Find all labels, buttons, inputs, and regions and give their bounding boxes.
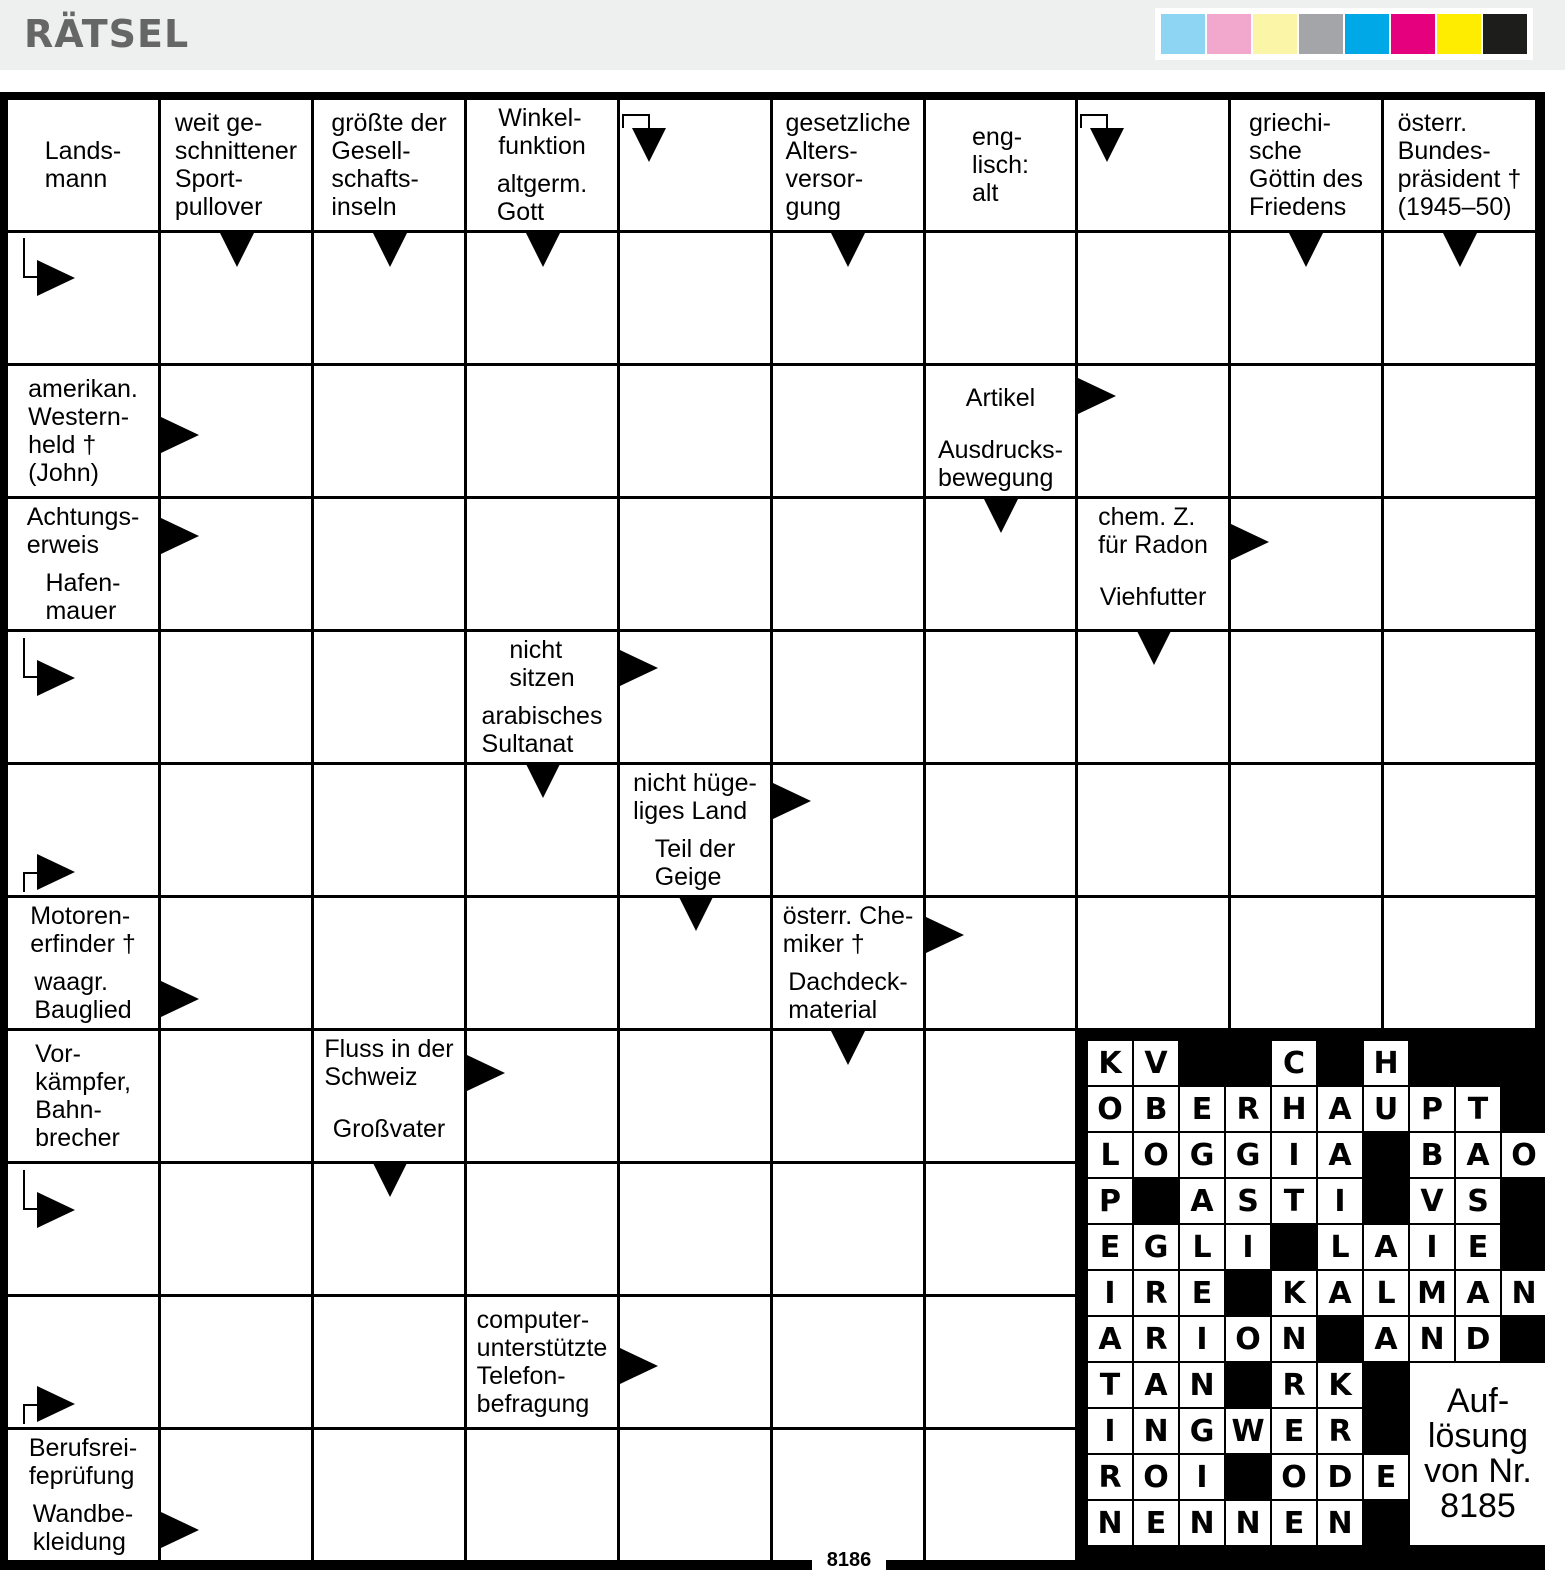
arrow-right-icon (37, 660, 75, 696)
solution-letter: S (1456, 1179, 1500, 1223)
clue-label: Hafen- mauer (45, 569, 121, 625)
answer-cell[interactable] (467, 499, 617, 629)
solution-letter: I (1272, 1133, 1316, 1177)
solution-letter: E (1364, 1455, 1408, 1499)
arrow-right-icon (161, 1512, 199, 1548)
answer-cell[interactable] (1078, 100, 1228, 230)
header-bar (0, 0, 1565, 70)
clue-label: Dachdeck- material (788, 968, 908, 1024)
solution-letter: G (1180, 1133, 1224, 1177)
solution-letter: K (1318, 1363, 1362, 1407)
clue-text (620, 831, 770, 895)
clue-label: Lands- mann (44, 137, 122, 193)
solution-letter: K (1272, 1271, 1316, 1315)
clue-label: Wandbe- kleidung (32, 1500, 134, 1556)
solution-letter: R (1226, 1087, 1270, 1131)
clue-text (467, 632, 617, 695)
solution-letter: N (1502, 1271, 1546, 1315)
answer-cell[interactable] (773, 499, 923, 629)
clue-text (773, 964, 923, 1028)
solution-letter: N (1134, 1409, 1178, 1453)
answer-cell[interactable] (1078, 765, 1228, 895)
arrow-down-icon (831, 1031, 865, 1065)
answer-cell[interactable] (620, 100, 770, 230)
answer-cell[interactable] (8, 1297, 158, 1427)
solution-letter: B (1134, 1087, 1178, 1131)
solution-letter: A (1318, 1133, 1362, 1177)
arrow-right-icon (926, 917, 964, 953)
answer-cell[interactable] (620, 233, 770, 363)
solution-letter: A (1134, 1363, 1178, 1407)
solution-letter: N (1180, 1501, 1224, 1545)
solution-letter: E (1180, 1271, 1224, 1315)
answer-cell[interactable] (773, 1164, 923, 1294)
arrow-down-icon (526, 764, 560, 798)
clue-text (8, 366, 158, 496)
swatch-8 (1483, 14, 1527, 54)
solution-letter: O (1502, 1133, 1546, 1177)
answer-cell[interactable] (620, 1164, 770, 1294)
page-title: RÄTSEL (24, 12, 190, 56)
answer-cell[interactable] (620, 366, 770, 496)
solution-letter: O (1088, 1087, 1132, 1131)
clue-text (8, 499, 158, 562)
arrow-down-icon (1137, 631, 1171, 665)
answer-cell[interactable] (314, 499, 464, 629)
solution-note-text: Auf- lösung von Nr. 8185 (1424, 1382, 1532, 1525)
clue-label: eng- lisch: alt (972, 123, 1029, 207)
solution-letter: L (1318, 1225, 1362, 1269)
clue-text (314, 1097, 464, 1161)
solution-letter: I (1088, 1409, 1132, 1453)
answer-cell[interactable] (8, 1164, 158, 1294)
solution-letter: E (1272, 1409, 1316, 1453)
solution-letter: V (1134, 1041, 1178, 1085)
answer-cell[interactable] (467, 1430, 617, 1560)
solution-letter: I (1180, 1455, 1224, 1499)
clue-label: Berufsrei- feprüfung (28, 1433, 138, 1490)
clue-label: Ausdrucks- bewegung (937, 436, 1064, 492)
answer-cell[interactable] (314, 1297, 464, 1427)
answer-cell[interactable] (467, 898, 617, 1028)
clue-text (314, 1031, 464, 1094)
solution-letter: O (1226, 1317, 1270, 1361)
clue-text (8, 565, 158, 629)
color-calibration-strip (1155, 8, 1533, 60)
solution-letter: E (1272, 1501, 1316, 1545)
solution-letter: N (1088, 1501, 1132, 1545)
swatch-4 (1299, 14, 1343, 54)
clue-text (161, 100, 311, 230)
clue-label: Motoren- erfinder † (30, 901, 136, 958)
solution-letter: G (1226, 1133, 1270, 1177)
answer-cell[interactable] (467, 1164, 617, 1294)
solution-letter: P (1410, 1087, 1454, 1131)
answer-cell[interactable] (926, 233, 1075, 363)
arrow-right-icon (37, 1386, 75, 1422)
arrow-down-icon (220, 233, 254, 267)
clue-label: arabisches Sultanat (481, 702, 603, 758)
solution-letter: A (1456, 1133, 1500, 1177)
clue-label: Artikel (965, 383, 1036, 412)
arrow-down-icon (1289, 233, 1323, 267)
answer-cell[interactable] (926, 1164, 1075, 1294)
solution-letter: R (1272, 1363, 1316, 1407)
solution-letter: R (1088, 1455, 1132, 1499)
arrow-down-icon (373, 233, 407, 267)
solution-letter: N (1180, 1363, 1224, 1407)
answer-cell[interactable] (1231, 898, 1381, 1028)
clue-label: größte der Gesell- schafts- inseln (331, 109, 447, 221)
solution-letter: S (1226, 1179, 1270, 1223)
answer-cell[interactable] (161, 632, 311, 762)
arrow-right-icon (620, 1348, 658, 1384)
solution-letter: R (1318, 1409, 1362, 1453)
answer-cell[interactable] (314, 1430, 464, 1560)
answer-cell[interactable] (1231, 632, 1381, 762)
arrow-right-icon (161, 518, 199, 554)
arrow-down-icon (831, 233, 865, 267)
arrow-right-icon (1231, 524, 1269, 560)
clue-label: weit ge- schnittener Sport- pullover (174, 109, 298, 221)
clue-text (8, 1496, 158, 1560)
clue-text (1384, 100, 1535, 230)
arrow-down-icon (1443, 233, 1477, 267)
answer-cell[interactable] (1384, 898, 1535, 1028)
swatch-2 (1207, 14, 1251, 54)
solution-letter: K (1088, 1041, 1132, 1085)
clue-label: Achtungs- erweis (26, 502, 140, 559)
solution-letter: L (1180, 1225, 1224, 1269)
solution-letter: A (1456, 1271, 1500, 1315)
answer-cell[interactable] (1384, 632, 1535, 762)
crossword-frame (0, 92, 1545, 1570)
solution-letter: L (1088, 1133, 1132, 1177)
solution-letter: T (1456, 1087, 1500, 1131)
clue-text (314, 100, 464, 230)
answer-cell[interactable] (1231, 366, 1381, 496)
solution-letter: O (1134, 1455, 1178, 1499)
arrow-down-icon (373, 1163, 407, 1197)
arrow-down-icon (984, 499, 1018, 533)
clue-label: Winkel- funktion (498, 103, 586, 160)
clue-label: amerikan. Western- held † (John) (28, 375, 138, 487)
swatch-6 (1391, 14, 1435, 54)
answer-cell[interactable] (8, 765, 158, 895)
solution-letter: L (1364, 1271, 1408, 1315)
solution-letter: I (1410, 1225, 1454, 1269)
clue-label: nicht sitzen (509, 635, 575, 692)
solution-letter: N (1272, 1317, 1316, 1361)
solution-letter: N (1318, 1501, 1362, 1545)
answer-cell[interactable] (926, 1031, 1075, 1161)
swatch-7 (1437, 14, 1481, 54)
solution-letter: E (1456, 1225, 1500, 1269)
solution-letter: E (1088, 1225, 1132, 1269)
solution-letter: W (1226, 1409, 1270, 1453)
answer-cell[interactable] (314, 765, 464, 895)
answer-cell[interactable] (1078, 898, 1228, 1028)
arrow-down-icon (679, 897, 713, 931)
clue-text (8, 898, 158, 961)
clue-text (467, 166, 617, 230)
solution-letter: I (1226, 1225, 1270, 1269)
solution-letter: T (1088, 1363, 1132, 1407)
arrow-right-icon (161, 981, 199, 1017)
clue-text (8, 100, 158, 230)
clue-text (8, 964, 158, 1028)
answer-cell[interactable] (773, 1430, 923, 1560)
clue-label: griechi- sche Göttin des Friedens (1249, 109, 1363, 221)
answer-cell[interactable] (161, 1031, 311, 1161)
solution-letter: E (1180, 1087, 1224, 1131)
arrow-right-icon (161, 417, 199, 453)
clue-text (1078, 499, 1228, 562)
answer-cell[interactable] (161, 1297, 311, 1427)
answer-cell[interactable] (161, 765, 311, 895)
answer-cell[interactable] (926, 1297, 1075, 1427)
answer-cell[interactable] (773, 632, 923, 762)
answer-cell[interactable] (314, 366, 464, 496)
solution-letter: I (1318, 1179, 1362, 1223)
clue-label: Teil der Geige (654, 835, 736, 891)
solution-letter: D (1456, 1317, 1500, 1361)
clue-label: computer- unterstützte Telefon- befragung (476, 1306, 608, 1418)
solution-letter: V (1410, 1179, 1454, 1223)
answer-cell[interactable] (8, 632, 158, 762)
clue-text (467, 698, 617, 762)
arrow-right-icon (37, 260, 75, 296)
clue-text (1078, 565, 1228, 629)
arrow-right-icon (37, 1192, 75, 1228)
answer-cell[interactable] (1231, 765, 1381, 895)
clue-label: Großvater (332, 1115, 446, 1143)
answer-cell[interactable] (1078, 233, 1228, 363)
arrow-right-icon (773, 783, 811, 819)
solution-letter: G (1180, 1409, 1224, 1453)
solution-letter: A (1180, 1179, 1224, 1223)
solution-letter: C (1272, 1041, 1316, 1085)
clue-text (620, 765, 770, 828)
solution-letter: P (1088, 1179, 1132, 1223)
solution-letter: A (1318, 1271, 1362, 1315)
arrow-right-icon (1078, 378, 1116, 414)
puzzle-number: 8186 (812, 1548, 886, 1572)
answer-cell[interactable] (926, 765, 1075, 895)
solution-letter: G (1134, 1225, 1178, 1269)
answer-cell[interactable] (1384, 499, 1535, 629)
clue-text (467, 100, 617, 163)
solution-letter: A (1364, 1317, 1408, 1361)
solution-letter: E (1134, 1501, 1178, 1545)
solution-letter: O (1134, 1133, 1178, 1177)
clue-label: chem. Z. für Radon (1098, 502, 1208, 559)
clue-label: österr. Che- miker † (782, 901, 914, 958)
answer-cell[interactable] (773, 366, 923, 496)
answer-cell[interactable] (1231, 499, 1381, 629)
solution-letter: R (1134, 1317, 1178, 1361)
clue-label: nicht hüge- liges Land (633, 768, 757, 825)
clue-text (8, 1031, 158, 1161)
solution-letter: U (1364, 1087, 1408, 1131)
solution-letter: I (1088, 1271, 1132, 1315)
answer-cell[interactable] (926, 632, 1075, 762)
arrow-right-icon (620, 650, 658, 686)
clue-text (773, 898, 923, 961)
clue-text (926, 432, 1075, 496)
arrow-right-icon (37, 854, 75, 890)
answer-cell[interactable] (314, 632, 464, 762)
answer-cell[interactable] (1384, 366, 1535, 496)
clue-label: Vor- kämpfer, Bahn- brecher (35, 1040, 131, 1152)
solution-letter: O (1272, 1455, 1316, 1499)
solution-letter: H (1272, 1087, 1316, 1131)
solution-letter: A (1088, 1317, 1132, 1361)
solution-letter: D (1318, 1455, 1362, 1499)
swatch-5 (1345, 14, 1389, 54)
solution-letter: M (1410, 1271, 1454, 1315)
answer-cell[interactable] (161, 1164, 311, 1294)
clue-text (773, 100, 923, 230)
clue-text (1231, 100, 1381, 230)
answer-cell[interactable] (620, 499, 770, 629)
arrow-down-icon (1090, 128, 1124, 162)
solution-letter: A (1364, 1225, 1408, 1269)
answer-cell[interactable] (620, 1430, 770, 1560)
answer-cell[interactable] (1384, 765, 1535, 895)
clue-label: österr. Bundes- präsident † (1945–50) (1397, 109, 1522, 221)
answer-cell[interactable] (926, 1430, 1075, 1560)
answer-cell[interactable] (467, 1031, 617, 1161)
answer-cell[interactable] (8, 233, 158, 363)
answer-cell[interactable] (467, 366, 617, 496)
answer-cell[interactable] (314, 898, 464, 1028)
swatch-3 (1253, 14, 1297, 54)
solution-letter: N (1226, 1501, 1270, 1545)
arrow-down-icon (526, 233, 560, 267)
clue-label: gesetzliche Alters- versor- gung (785, 109, 911, 221)
answer-cell[interactable] (773, 1297, 923, 1427)
solution-letter: R (1134, 1271, 1178, 1315)
arrow-right-icon (467, 1055, 505, 1091)
clue-label: altgerm. Gott (496, 170, 588, 226)
clue-text (926, 100, 1075, 230)
solution-letter: N (1410, 1317, 1454, 1361)
solution-letter: A (1318, 1087, 1362, 1131)
arrow-down-icon (632, 128, 666, 162)
solution-letter: I (1180, 1317, 1224, 1361)
solution-letter: T (1272, 1179, 1316, 1223)
clue-text (467, 1297, 617, 1427)
clue-text (926, 366, 1075, 429)
clue-text (8, 1430, 158, 1493)
clue-label: Fluss in der Schweiz (324, 1034, 454, 1091)
swatch-1 (1161, 14, 1205, 54)
solution-note (1410, 1363, 1546, 1545)
solution-letter: B (1410, 1133, 1454, 1177)
clue-label: Viehfutter (1099, 583, 1207, 611)
solution-letter: H (1364, 1041, 1408, 1085)
answer-cell[interactable] (620, 1031, 770, 1161)
clue-label: waagr. Bauglied (34, 968, 132, 1024)
solution-panel (1078, 1031, 1535, 1560)
